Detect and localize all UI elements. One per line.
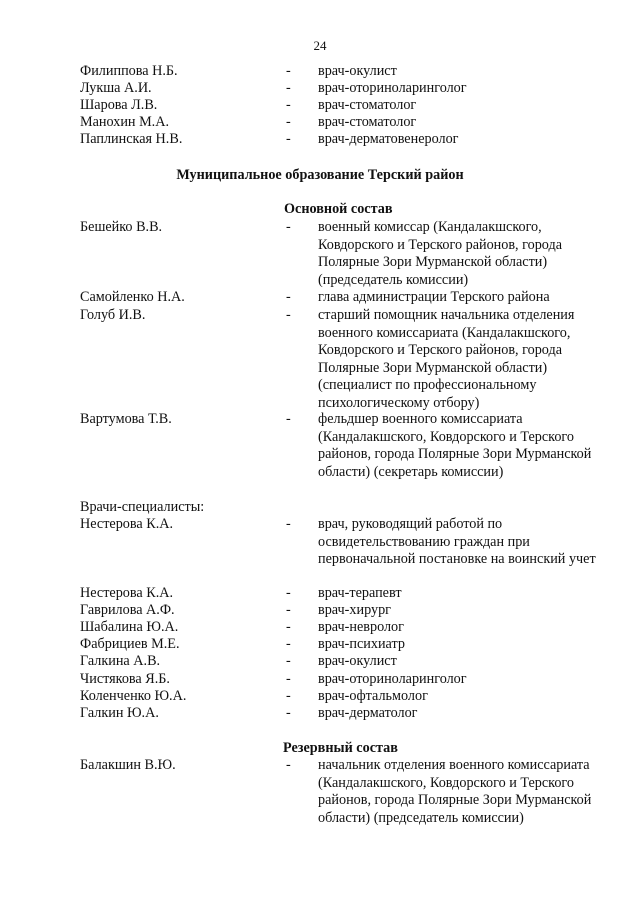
member-name: Лукша А.И. xyxy=(80,80,152,96)
dash: - xyxy=(286,653,291,669)
dash: - xyxy=(286,63,291,79)
member-name: Фабрициев М.Е. xyxy=(80,636,180,652)
member-role: врач-невролог xyxy=(318,619,404,635)
member-role: фельдшер военного комиссариата (Кандалакшского, Ковдорского и Терского районов, города Полярные Зори Мурманской области) (секретарь комиссии) xyxy=(318,411,592,480)
member-name: Манохин М.А. xyxy=(80,114,170,130)
member-role: врач-хирург xyxy=(318,602,391,618)
member-role: врач-окулист xyxy=(318,63,397,79)
member-name: Чистякова Я.Б. xyxy=(80,671,170,687)
dash: - xyxy=(286,671,291,687)
member-name: Нестерова К.А. xyxy=(80,585,174,601)
dash: - xyxy=(286,688,291,704)
member-name: Паплинская Н.В. xyxy=(80,131,183,147)
dash: - xyxy=(286,705,291,721)
member-name: Галкин Ю.А. xyxy=(80,705,159,721)
municipality-heading: Муниципальное образование Терский район xyxy=(176,167,464,183)
member-role: врач-стоматолог xyxy=(318,114,417,130)
reserve-composition-heading: Резервный состав xyxy=(283,740,398,756)
dash: - xyxy=(286,619,291,635)
member-role: врач-дерматолог xyxy=(318,705,418,721)
member-name: Филиппова Н.Б. xyxy=(80,63,178,79)
member-role: старший помощник начальника отделения военного комиссариата (Кандалакшского, Ковдорского и Терского районов, города Полярные Зори Мурманской области) (специалист по профессиональному психологическому отбору) xyxy=(318,307,575,411)
dash: - xyxy=(286,289,291,305)
member-role: военный комиссар (Кандалакшского, Ковдорского и Терского районов, города Полярные Зори Мурманской области) (председатель комиссии) xyxy=(318,219,563,288)
member-role: врач, руководящий работой по освидетельствованию граждан при первоначальной постановке на воинский учет xyxy=(318,516,596,568)
dash: - xyxy=(286,131,291,147)
specialists-label: Врачи-специалисты: xyxy=(80,499,205,515)
member-name: Галкина А.В. xyxy=(80,653,161,669)
dash: - xyxy=(286,757,291,773)
dash: - xyxy=(286,219,291,235)
member-name: Гаврилова А.Ф. xyxy=(80,602,175,618)
dash: - xyxy=(286,80,291,96)
member-role: врач-оториноларинголог xyxy=(318,80,467,96)
dash: - xyxy=(286,602,291,618)
dash: - xyxy=(286,307,291,323)
member-role: врач-дерматовенеролог xyxy=(318,131,459,147)
dash: - xyxy=(286,411,291,427)
member-role: врач-офтальмолог xyxy=(318,688,428,704)
dash: - xyxy=(286,516,291,532)
dash: - xyxy=(286,585,291,601)
member-role: врач-оториноларинголог xyxy=(318,671,467,687)
member-role: врач-терапевт xyxy=(318,585,402,601)
member-name: Вартумова Т.В. xyxy=(80,411,172,427)
member-name: Балакшин В.Ю. xyxy=(80,757,176,773)
member-name: Самойленко Н.А. xyxy=(80,289,185,305)
member-name: Голуб И.В. xyxy=(80,307,146,323)
member-name: Нестерова К.А. xyxy=(80,516,174,532)
member-name: Бешейко В.В. xyxy=(80,219,163,235)
member-role: врач-стоматолог xyxy=(318,97,417,113)
member-name: Коленченко Ю.А. xyxy=(80,688,187,704)
main-composition-heading: Основной состав xyxy=(284,201,393,217)
member-name: Шарова Л.В. xyxy=(80,97,158,113)
member-role: врач-окулист xyxy=(318,653,397,669)
member-role: глава администрации Терского района xyxy=(318,289,550,305)
page-number: 24 xyxy=(313,38,327,53)
member-name: Шабалина Ю.А. xyxy=(80,619,179,635)
member-role: начальник отделения военного комиссариата (Кандалакшского, Ковдорского и Терского районов, города Полярные Зори Мурманской области) (председатель комиссии) xyxy=(318,757,592,826)
dash: - xyxy=(286,97,291,113)
member-role: врач-психиатр xyxy=(318,636,405,652)
dash: - xyxy=(286,114,291,130)
dash: - xyxy=(286,636,291,652)
